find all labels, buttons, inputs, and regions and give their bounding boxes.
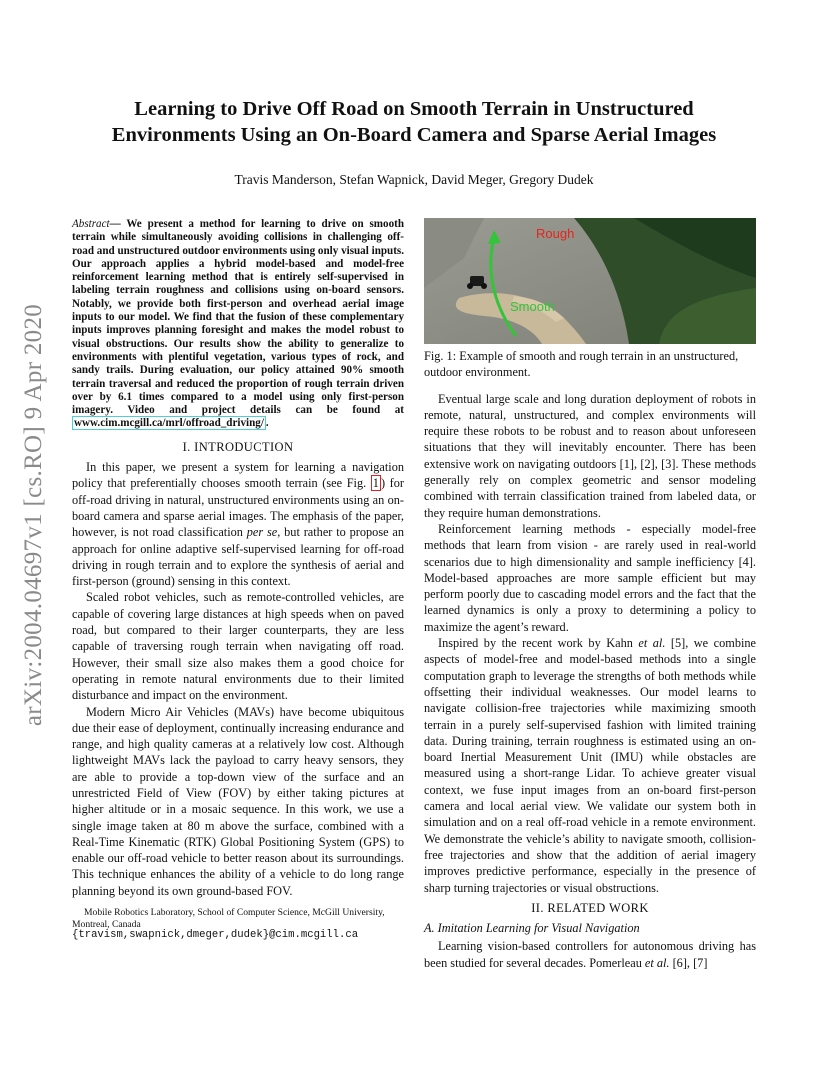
right-p3-emphasis: et al. xyxy=(638,636,666,651)
right-paragraph-2: Reinforcement learning methods - especially model-free methods that learn from vision - are rarely used in real-world scenarios due to high dimensionality and sample inefficiency [4]. Model-based approaches are more sample efficient but may perform poorly due to cascading model errors and the fact that the learned dynamics is only a proxy to determining a policy to maximize the agent’s reward. xyxy=(424,521,756,634)
intro-paragraph-2: Scaled robot vehicles, such as remote-controlled vehicles, are capable of covering large distances at high speeds when on paved road, but compared to their larger counterparts, they are less capable of traversing rough terrain when navigating off road. However, their small size also makes them a good choice for operating in remote natural environments due to their limited disturbance and impact on the environment. xyxy=(72,590,404,703)
abstract-label: Abstract xyxy=(72,218,110,230)
arxiv-id-text: arXiv:2004.04697v1 [cs.RO] 9 Apr 2020 xyxy=(20,303,48,727)
footnote-affiliation: Mobile Robotics Laboratory, School of Computer Science, McGill University, Montreal, Canada xyxy=(72,907,385,930)
figure-1-aerial-photo xyxy=(424,218,756,344)
right-p4-text-b: [6], [7] xyxy=(669,955,708,970)
terrain-photo-illustration xyxy=(424,218,756,344)
left-column xyxy=(72,218,404,942)
title-line-1: Learning to Drive Off Road on Smooth Terrain in Unstructured xyxy=(134,98,694,120)
subsection-heading-imitation-learning: A. Imitation Learning for Visual Navigation xyxy=(424,921,640,936)
section-heading-related-work: II. RELATED WORK xyxy=(531,900,649,915)
right-column xyxy=(424,218,756,971)
footnote-emails: {travism,swapnick,dmeger,dudek}@cim.mcgill.ca xyxy=(72,929,359,942)
abstract-end: . xyxy=(265,417,269,430)
project-url-link[interactable]: www.cim.mcgill.ca/mrl/offroad_driving/ xyxy=(74,417,264,430)
right-p3-text-b: [5], we combine aspects of model-free and model-based methods into a single computation graph to leverage the strengths of both methods while offsetting their individual weaknesses. Our model learns to navigate collision-free trajectories while maximizing smooth terrain in a purely self-supervised fashion with limited training data. During training, terrain roughness is estimated using an on-board Inertial Measurement Unit (IMU) while obstacles are measured using a short-range Lidar. To achieve greater visual context, we fuse input images from an on-board first-person camera and local aerial view. We validate our system both in simulation and on a real off-road vehicle in a remote environment. We demonstrate the vehicle’s ability to navigate smooth, collision-free trajectories and show that the addition of aerial imagery improves predictive performance, especially in the presence of sharp turning trajectories or visual obstructions. xyxy=(424,636,756,895)
right-p4-text-a: Learning vision-based controllers for autonomous driving has been studied for several decades. Pomerleau xyxy=(424,939,756,970)
right-p3-text-a: Inspired by the recent work by Kahn xyxy=(438,636,639,651)
intro-p1-text-a: In this paper, we present a system for learning a navigation policy that preferentially chooses smooth terrain (see Fig. xyxy=(72,460,404,491)
arxiv-identifier xyxy=(14,280,54,750)
figure-1-caption: Fig. 1: Example of smooth and rough terrain in an unstructured, outdoor environment. xyxy=(424,349,739,380)
section-heading-introduction: I. INTRODUCTION xyxy=(182,439,294,454)
right-paragraph-1: Eventual large scale and long duration deployment of robots in remote, natural, unstructured, and complex environments will require these robots to be robust and to reason about unforeseen situations that they will inevitably encounter. There has been extensive work on navigating outdoors [1], [2], [3]. These methods generally rely on complex geometric and sensor modeling combined with terrain classification trained from labeled data, or they require human demonstrations. xyxy=(424,391,756,520)
intro-p1-emphasis: per se xyxy=(246,525,278,540)
right-paragraph-4 xyxy=(424,938,756,971)
title-line-2: Environments Using an On-Board Camera and Sparse Aerial Images xyxy=(111,124,717,146)
intro-p1-text-b: ) for off-road driving in natural, unstructured environments using an on-board camera and sparse aerial images. The emphasis of the paper, however, is not road classification xyxy=(72,476,404,540)
rough-label: Rough xyxy=(536,226,575,241)
abstract-body: — We present a method for learning to drive on smooth terrain while simultaneously avoiding collisions in challenging off-road and unstructured outdoor environments using only visual inputs. Our approach applies a hybrid model-based and model-free reinforcement learning method that is entirely self-supervised in labeling terrain roughness and collisions using on-board sensors. Notably, we provide both first-person and overhead aerial image inputs to our model. We find that the fusion of these complementary inputs improves planning foresight and makes the model robust to visual obstructions. Our results show the ability to generalize to environments with plentiful vegetation, various types of rock, and sandy trails. During evaluation, our policy attained 90% smooth terrain traversal and reduced the proportion of rough terrain driven over by 6.1 times compared to a model using only first-person imagery. Video and project details can be found at xyxy=(72,218,404,417)
right-p4-emphasis: et al. xyxy=(644,955,670,970)
footnote xyxy=(72,907,404,942)
smooth-label: Smooth xyxy=(510,299,555,314)
right-paragraph-3 xyxy=(424,635,756,896)
author-list: Travis Manderson, Stefan Wapnick, David Meger, Gregory Dudek xyxy=(234,172,594,187)
figure-1-reference-link[interactable]: 1 xyxy=(372,476,379,491)
abstract xyxy=(72,218,404,431)
intro-p1-text-c: , but rather to propose an approach for online adaptive self-supervised learning for off-road driving in rough terrain and to explore the synthesis of aerial and first-person (ground) sensing in this context. xyxy=(72,525,405,589)
intro-paragraph-1 xyxy=(72,459,404,589)
paper-title xyxy=(60,96,768,148)
intro-paragraph-3: Modern Micro Air Vehicles (MAVs) have become ubiquitous due their ease of deployment, continually increasing endurance and range, and high quality cameras at a relatively low cost. Although lightweight MAVs lack the payload to carry heavy sensors, they are able to provide a top-down view of the surface and an unrestricted Field of View (FOV) by either taking pictures at higher altitude or in a mosaic sequence. In this work, we use a single image taken at 80 m above the surface, combined with a Real-Time Kinematic (RTK) Global Positioning System (GPS) to enable our off-road vehicle to better reason about its surroundings. This technique enhances the ability of a vehicle to do long range planning beyond its own ground-based FOV. xyxy=(72,704,404,898)
